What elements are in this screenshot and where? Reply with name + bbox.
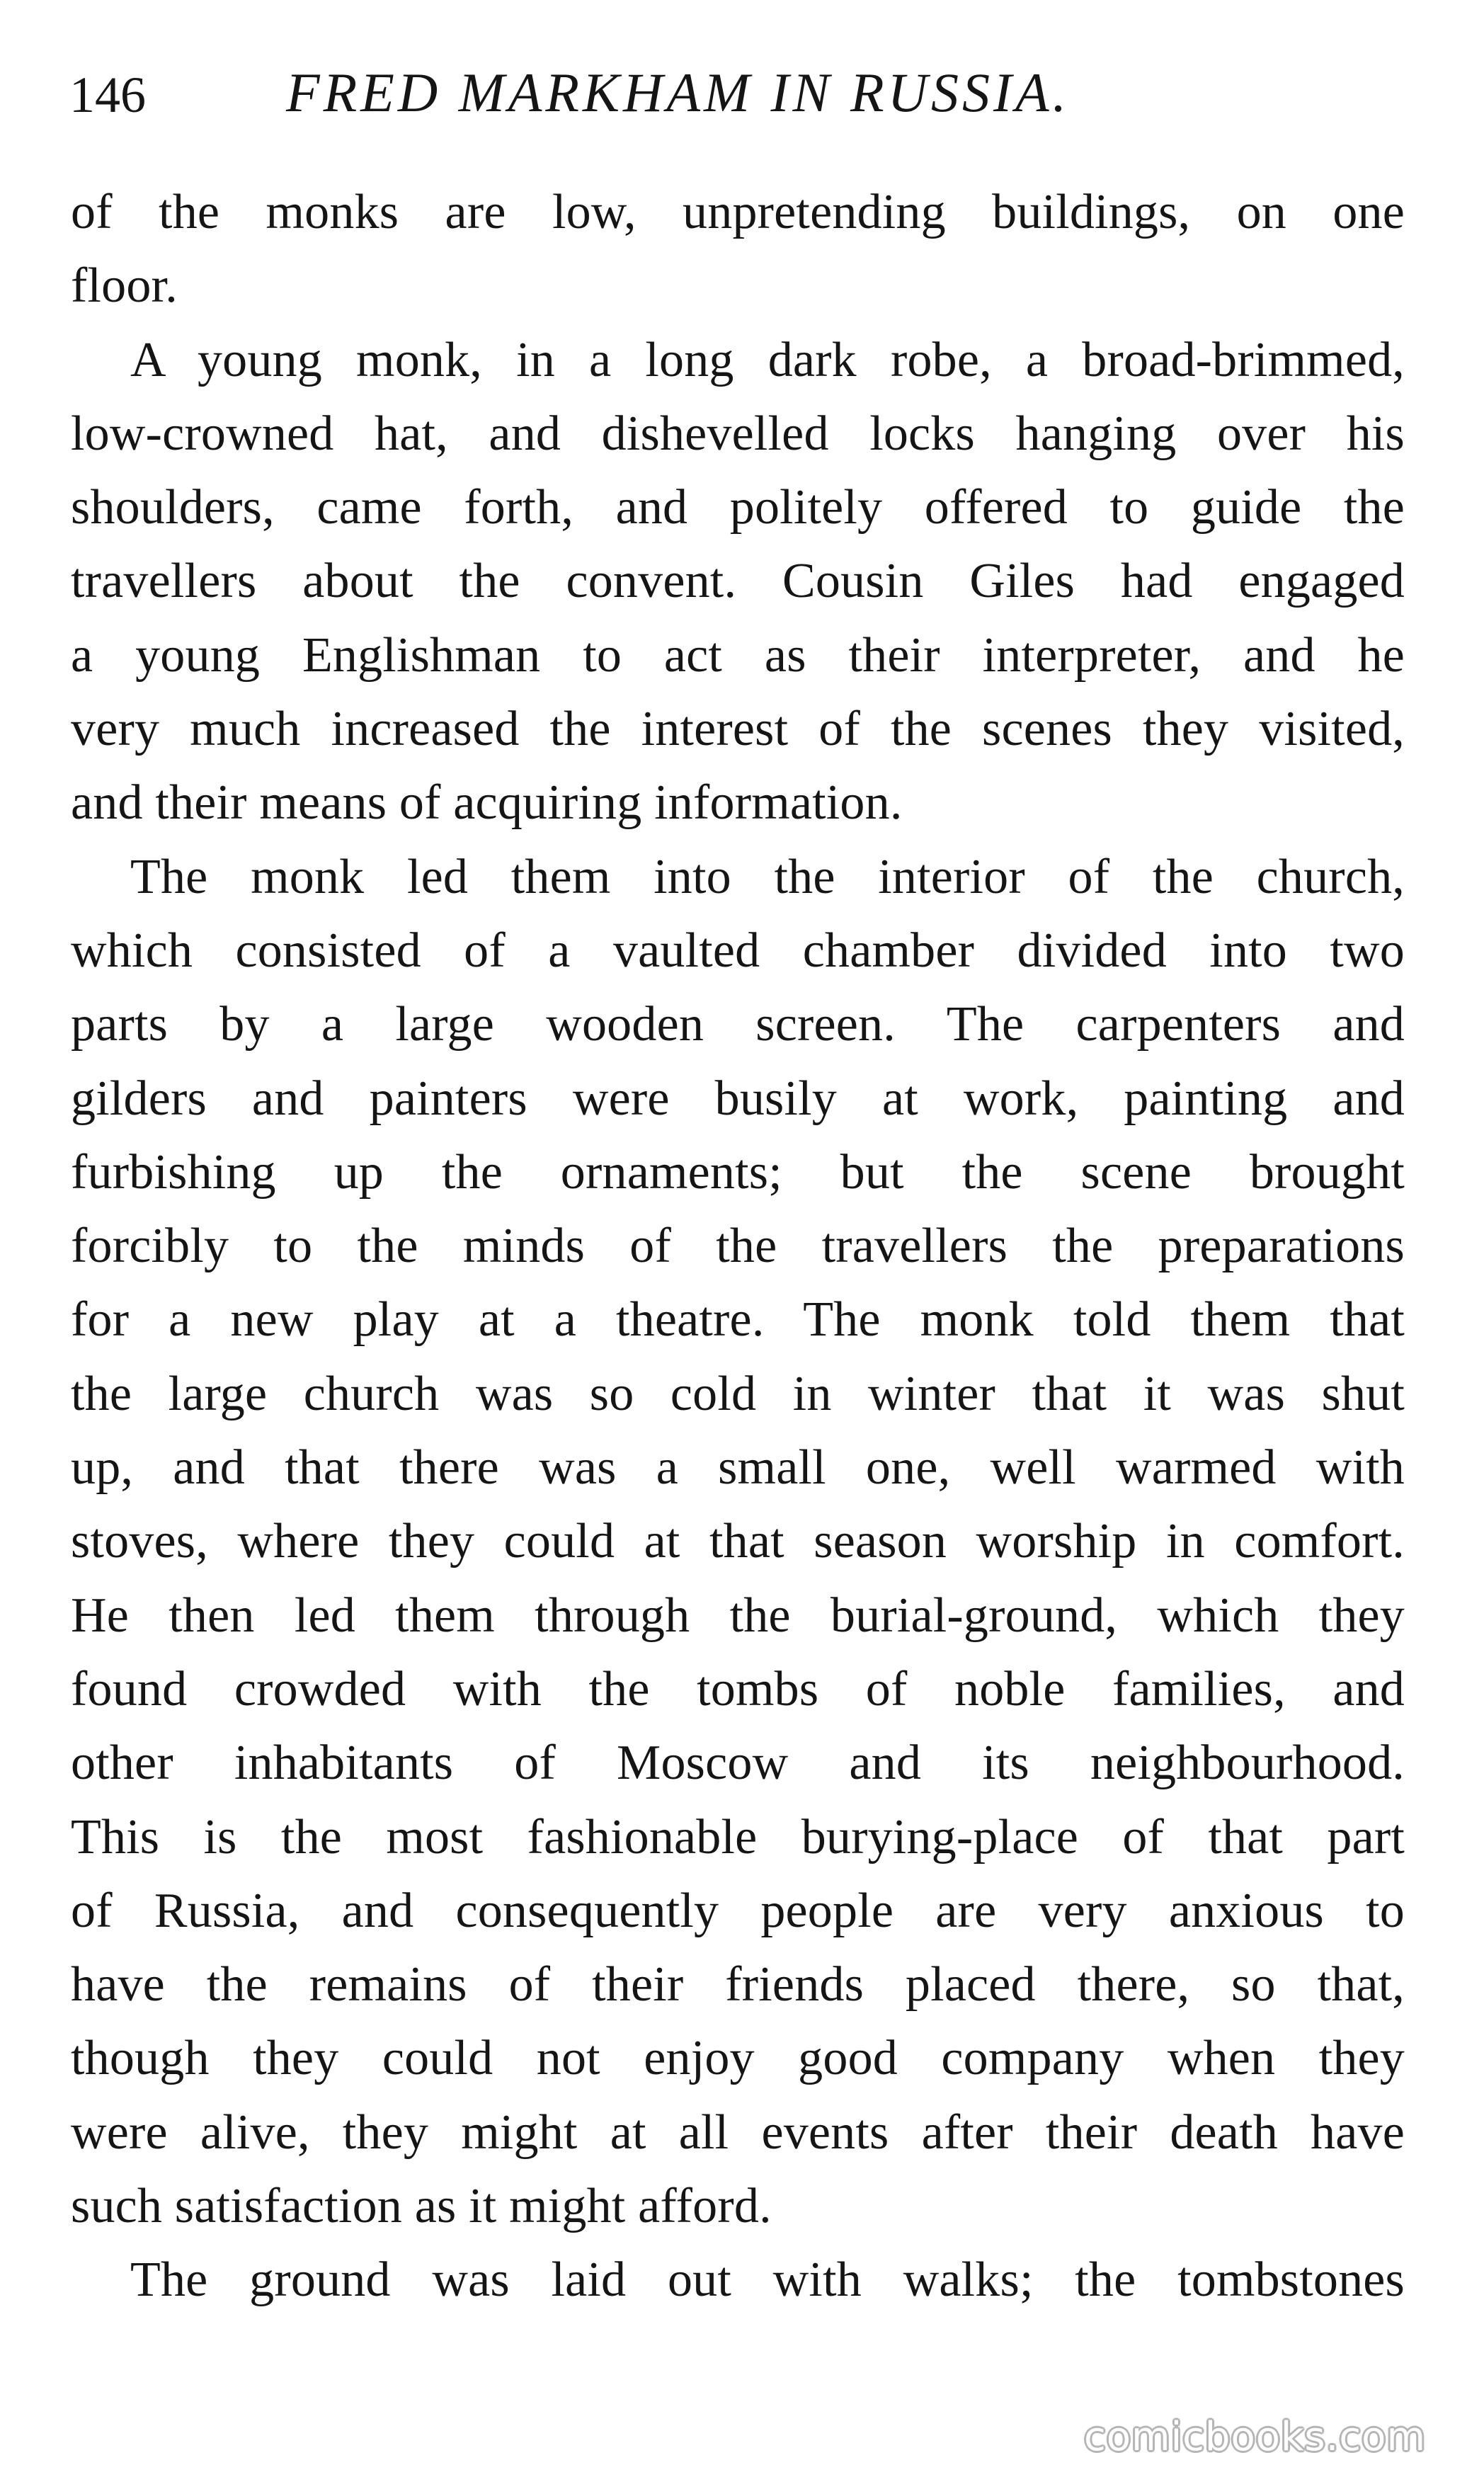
text-line: found crowded with the tombs of noble families, and [71, 1661, 1405, 1716]
watermark: comicbooks.com [1083, 2414, 1426, 2460]
text-line: other inhabitants of Moscow and its neighbourhood. [71, 1736, 1405, 1791]
text-line: a young Englishman to act as their interpreter, and he [71, 627, 1405, 683]
text-line: very much increased the interest of the scenes they visited, [71, 702, 1405, 757]
text-line: This is the most fashionable burying-place of that part [71, 1809, 1405, 1864]
text-line: have the remains of their friends placed there, so that, [71, 1957, 1405, 2012]
page-number: 146 [69, 67, 146, 123]
text-line: He then led them through the burial-ground, which they [71, 1588, 1405, 1643]
text-line: furbishing up the ornaments; but the scene brought [71, 1144, 1405, 1200]
running-title: FRED MARKHAM IN RUSSIA. [286, 62, 1071, 123]
text-line: shoulders, came forth, and politely offered to guide the [71, 480, 1405, 535]
text-line: for a new play at a theatre. The monk told them that [71, 1292, 1405, 1348]
text-line: which consisted of a vaulted chamber divided into two [71, 923, 1405, 978]
text-line: floor. [71, 258, 178, 314]
text-line: up, and that there was a small one, well warmed with [71, 1440, 1405, 1496]
text-line: the large church was so cold in winter that it was shut [71, 1366, 1405, 1421]
text-line: parts by a large wooden screen. The carpenters and [71, 997, 1405, 1052]
text-line: of the monks are low, unpretending buildings, on one [71, 185, 1405, 239]
text-line: forcibly to the minds of the travellers the preparations [71, 1219, 1405, 1274]
text-line: travellers about the convent. Cousin Giles had engaged [71, 554, 1405, 609]
text-line: gilders and painters were busily at work, painting and [71, 1071, 1405, 1126]
text-line: such satisfaction as it might afford. [71, 2179, 772, 2234]
body-text [71, 176, 1405, 2318]
text-line: stoves, where they could at that season worship in comfort. [71, 1514, 1405, 1569]
paragraph-first-line: The ground was laid out with walks; the tombstones [130, 2253, 1405, 2308]
paragraph-first-line: The monk led them into the interior of the church, [130, 849, 1405, 904]
text-line: though they could not enjoy good company when they [71, 2031, 1405, 2086]
text-line: low-crowned hat, and dishevelled locks hanging over his [71, 406, 1405, 461]
text-line: and their means of acquiring information. [71, 775, 903, 831]
paragraph-first-line: A young monk, in a long dark robe, a broad-brimmed, [130, 332, 1405, 387]
text-line: of Russia, and consequently people are very anxious to [71, 1883, 1405, 1938]
text-line: were alive, they might at all events after their death have [71, 2105, 1405, 2160]
running-head [69, 61, 1400, 139]
